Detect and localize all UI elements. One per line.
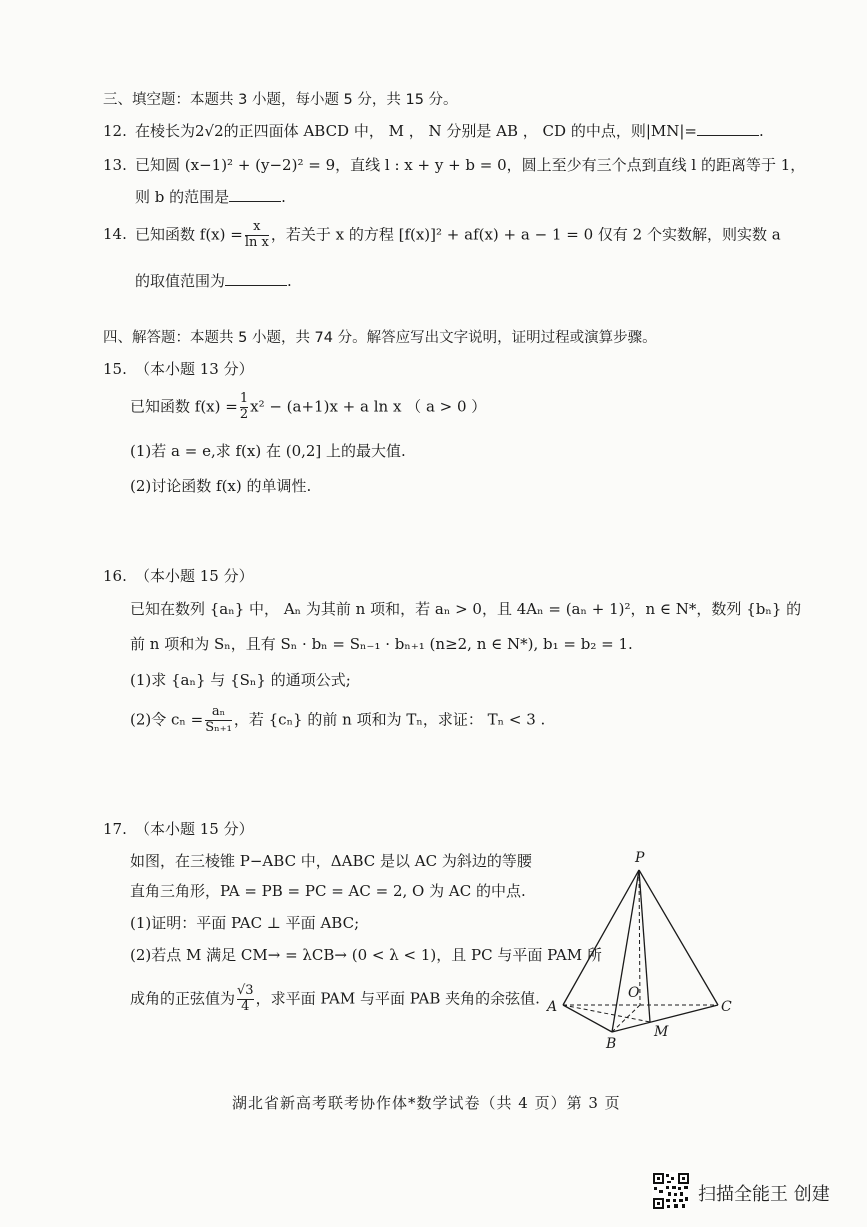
q12-text-a: 在棱长为 xyxy=(135,122,196,140)
frac-den: ln x xyxy=(244,234,269,250)
label-A: A xyxy=(547,999,558,1015)
score: （本小题 15 分） xyxy=(135,820,254,838)
frac-num: x xyxy=(253,219,261,234)
label-O: O xyxy=(628,985,640,1001)
question-14 xyxy=(103,220,781,251)
question-17-header xyxy=(103,818,254,839)
question-17-part1: (1)证明：平面 PAC ⊥ 平面 ABC; xyxy=(130,914,360,932)
edge-AB xyxy=(563,1005,612,1032)
question-number: 16. xyxy=(103,567,127,585)
c-n-fraction xyxy=(205,705,232,736)
q14-text-a: 已知函数 f(x) = xyxy=(135,225,243,244)
frac-den: 4 xyxy=(237,999,254,1015)
q14-text-b: ，若关于 x 的方程 [f(x)]² + af(x) + a − 1 = 0 仅有 2 个实数解，则实数 a xyxy=(270,225,781,244)
question-number: 15. xyxy=(103,360,127,378)
label-C: C xyxy=(721,999,732,1015)
q16-part2-a: (2)令 cₙ = xyxy=(130,710,204,729)
label-B: B xyxy=(606,1036,617,1052)
q12-sqrt: 2√2 xyxy=(195,122,224,140)
q13-end: . xyxy=(281,188,286,206)
section-4-header: 四、解答题：本题共 5 小题，共 74 分。解答应写出文字说明，证明过程或演算步骤。 xyxy=(103,330,657,346)
q17-last-a: 成角的正弦值为 xyxy=(130,989,236,1008)
answer-blank xyxy=(697,121,759,136)
question-16-part1: (1)求 {aₙ} 与 {Sₙ} 的通项公式; xyxy=(130,671,351,689)
answer-blank xyxy=(229,187,281,202)
section-3-header: 三、填空题：本题共 3 小题，每小题 5 分，共 15 分。 xyxy=(103,92,458,108)
q16-part2-b: ，若 {cₙ} 的前 n 项和为 Tₙ，求证： Tₙ < 3 . xyxy=(233,710,546,729)
question-16-line2: 前 n 项和为 Sₙ，且有 Sₙ · bₙ = Sₙ₋₁ · bₙ₊₁ (n≥2, n ∈ N*), b₁ = b₂ = 1. xyxy=(130,635,633,653)
q14-fraction xyxy=(245,220,269,251)
scanner-brand: 扫描全能王 创建 xyxy=(698,1184,830,1205)
frac-num: 1 xyxy=(239,391,249,406)
question-number: 12. xyxy=(103,122,127,140)
question-14-line2 xyxy=(135,270,292,291)
question-17-line1: 如图，在三棱锥 P−ABC 中，ΔABC 是以 AC 为斜边的等腰 xyxy=(130,852,532,870)
question-13 xyxy=(103,154,805,175)
question-15-part2: (2)讨论函数 f(x) 的单调性. xyxy=(130,477,312,495)
sin-fraction xyxy=(237,984,254,1015)
q14-end: . xyxy=(287,272,292,290)
question-17-last-line xyxy=(130,984,540,1015)
half-fraction xyxy=(240,392,248,423)
question-16-line1: 已知在数列 {aₙ} 中， Aₙ 为其前 n 项和，若 aₙ > 0，且 4Aₙ = (aₙ + 1)²，n ∈ N*，数列 {bₙ} 的 xyxy=(130,600,802,618)
frac-num: aₙ xyxy=(211,704,226,719)
question-number: 14. xyxy=(103,225,127,244)
q12-end: . xyxy=(759,122,764,140)
question-15-part1: (1)若 a = e,求 f(x) 在 (0,2] 上的最大值. xyxy=(130,442,406,460)
answer-blank xyxy=(225,271,287,286)
question-12 xyxy=(103,120,764,141)
question-17-line2: 直角三角形，PA = PB = PC = AC = 2, O 为 AC 的中点. xyxy=(130,882,526,900)
q15-stem-b: x² − (a+1)x + a ln x （ a > 0 ） xyxy=(250,397,487,416)
edge-PM xyxy=(639,870,650,1022)
score: （本小题 15 分） xyxy=(135,567,254,585)
q15-stem-a: 已知函数 f(x) = xyxy=(130,397,238,416)
q17-last-b: ，求平面 PAM 与平面 PAB 夹角的余弦值. xyxy=(255,989,540,1008)
q12-text-b: 的正四面体 ABCD 中， M ， N 分别是 AB ， CD 的中点，则|MN|= xyxy=(223,122,697,140)
score: （本小题 13 分） xyxy=(135,360,254,378)
tetrahedron-figure xyxy=(540,845,750,1055)
frac-den: Sₙ₊₁ xyxy=(205,719,232,735)
frac-den: 2 xyxy=(239,406,249,422)
page-footer: 湖北省新高考联考协作体*数学试卷（共 4 页）第 3 页 xyxy=(232,1094,621,1112)
question-number: 13. xyxy=(103,156,127,174)
label-M: M xyxy=(654,1024,669,1040)
question-number: 17. xyxy=(103,820,127,838)
frac-num: √3 xyxy=(237,983,254,998)
question-16-part2 xyxy=(130,705,545,736)
q14-line2: 的取值范围为 xyxy=(135,272,226,290)
qr-code-icon xyxy=(652,1172,690,1210)
question-15-stem xyxy=(130,392,486,423)
question-17-part2: (2)若点 M 满足 CM→ = λCB→ (0 < λ < 1)，且 PC 与平面 PAM 所 xyxy=(130,946,602,964)
q13-line2: 则 b 的范围是 xyxy=(135,188,230,206)
q13-line1: 已知圆 (x−1)² + (y−2)² = 9，直线 l : x + y + b = 0，圆上至少有三个点到直线 l 的距离等于 1， xyxy=(135,156,806,174)
question-16-header xyxy=(103,565,254,586)
label-P: P xyxy=(635,850,645,866)
question-15-header xyxy=(103,358,254,379)
edge-PC xyxy=(639,870,718,1005)
question-13-line2 xyxy=(135,186,286,207)
